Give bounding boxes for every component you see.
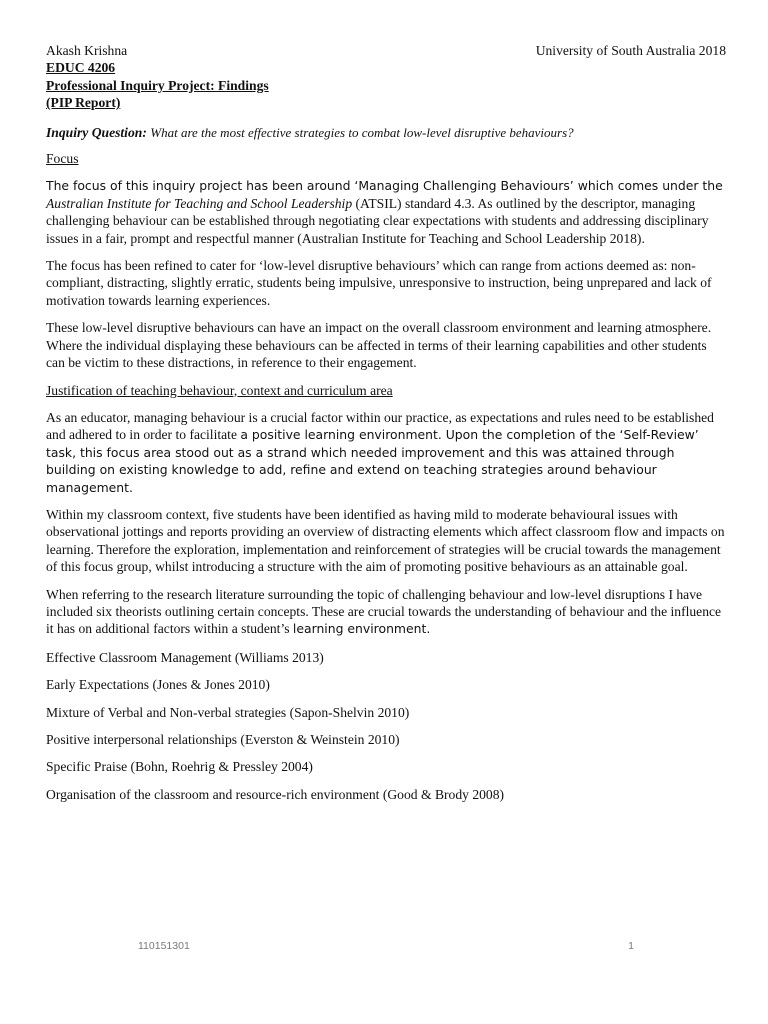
- header-row: [46, 42, 726, 59]
- inquiry-label: Inquiry Question:: [46, 124, 147, 140]
- report-title: Professional Inquiry Project: Findings: [46, 77, 269, 93]
- justification-paragraph-1: As an educator, managing behaviour is a crucial factor within our practice, as expectations and rules need to be established and adhered to in order to facilitate a positive learning environment. Upon the completion of the ‘Self-Review’ task, this focus area stood out as a strand which needed improvement and this was attained through building on existing knowledge to add, refine and extend on teaching strategies around behaviour management.: [46, 409, 714, 495]
- justification-paragraph-2: Within my classroom context, five students have been identified as having mild to moderate behavioural issues with observational jottings and reports providing an overview of distracting elements which affect classroom flow and impacts on learning. Therefore the exploration, implementation and reinforcement of strategies will be crucial towards the management of this focus group, whilst introducing a structure with the aim of promoting positive behaviours as an attainable goal.: [46, 506, 725, 575]
- list-item: Mixture of Verbal and Non-verbal strategies (Sapon-Shelvin 2010): [46, 704, 410, 720]
- course-code: EDUC 4206: [46, 60, 116, 76]
- institution: University of South Australia 2018: [535, 43, 726, 58]
- justification-paragraph-3: When referring to the research literature surrounding the topic of challenging behaviour and low-level disruptions I have included six theorists outlining certain concepts. These are crucial towards the understanding of behaviour and the influence it has on additional factors within a student’s learning environment.: [46, 586, 722, 637]
- justification-heading: Justification of teaching behaviour, context and curriculum area: [46, 382, 393, 398]
- focus-paragraph-3: These low-level disruptive behaviours can have an impact on the overall classroom environment and learning atmosphere. Where the individual displaying these behaviours can be affected in terms of their learning capabilities and other students can be victim to these distractions, in reference to their engagement.: [46, 320, 712, 371]
- student-id: 110151301: [138, 940, 190, 952]
- inquiry-question: [46, 124, 726, 141]
- theorist-list: [46, 649, 726, 803]
- focus-paragraph-1: The focus of this inquiry project has been around ‘Managing Challenging Behaviours’ which comes under the Australian Institute for Teaching and School Leadership (ATSIL) standard 4.3. As outlined by the descriptor, managing challenging behaviour can be established through negotiating clear expectations with students and addressing disciplinary issues in a fair, prompt and respectful manner (Australian Institute for Teaching and School Leadership 2018).: [46, 178, 723, 246]
- document-page: [46, 42, 726, 803]
- focus-heading: Focus: [46, 151, 79, 167]
- report-subtitle: (PIP Report): [46, 95, 121, 111]
- list-item: Organisation of the classroom and resource-rich environment (Good & Brody 2008): [46, 786, 505, 802]
- list-item: Specific Praise (Bohn, Roehrig & Pressley 2004): [46, 759, 313, 775]
- author-name: Akash Krishna: [46, 43, 128, 58]
- list-item: Early Expectations (Jones & Jones 2010): [46, 677, 270, 693]
- page-number: 1: [628, 940, 634, 952]
- list-item: Positive interpersonal relationships (Everston & Weinstein 2010): [46, 732, 400, 747]
- page-footer: [138, 940, 634, 952]
- inquiry-text: What are the most effective strategies to combat low-level disruptive behaviours?: [150, 124, 574, 140]
- list-item: Effective Classroom Management (Williams 2013): [46, 649, 324, 665]
- focus-paragraph-2: The focus has been refined to cater for ‘low-level disruptive behaviours’ which can range from actions deemed as: non-compliant, distracting, slightly erratic, students being impulsive, unresponsive to instruction, being unprepared and lack of motivation towards learning experiences.: [46, 258, 712, 308]
